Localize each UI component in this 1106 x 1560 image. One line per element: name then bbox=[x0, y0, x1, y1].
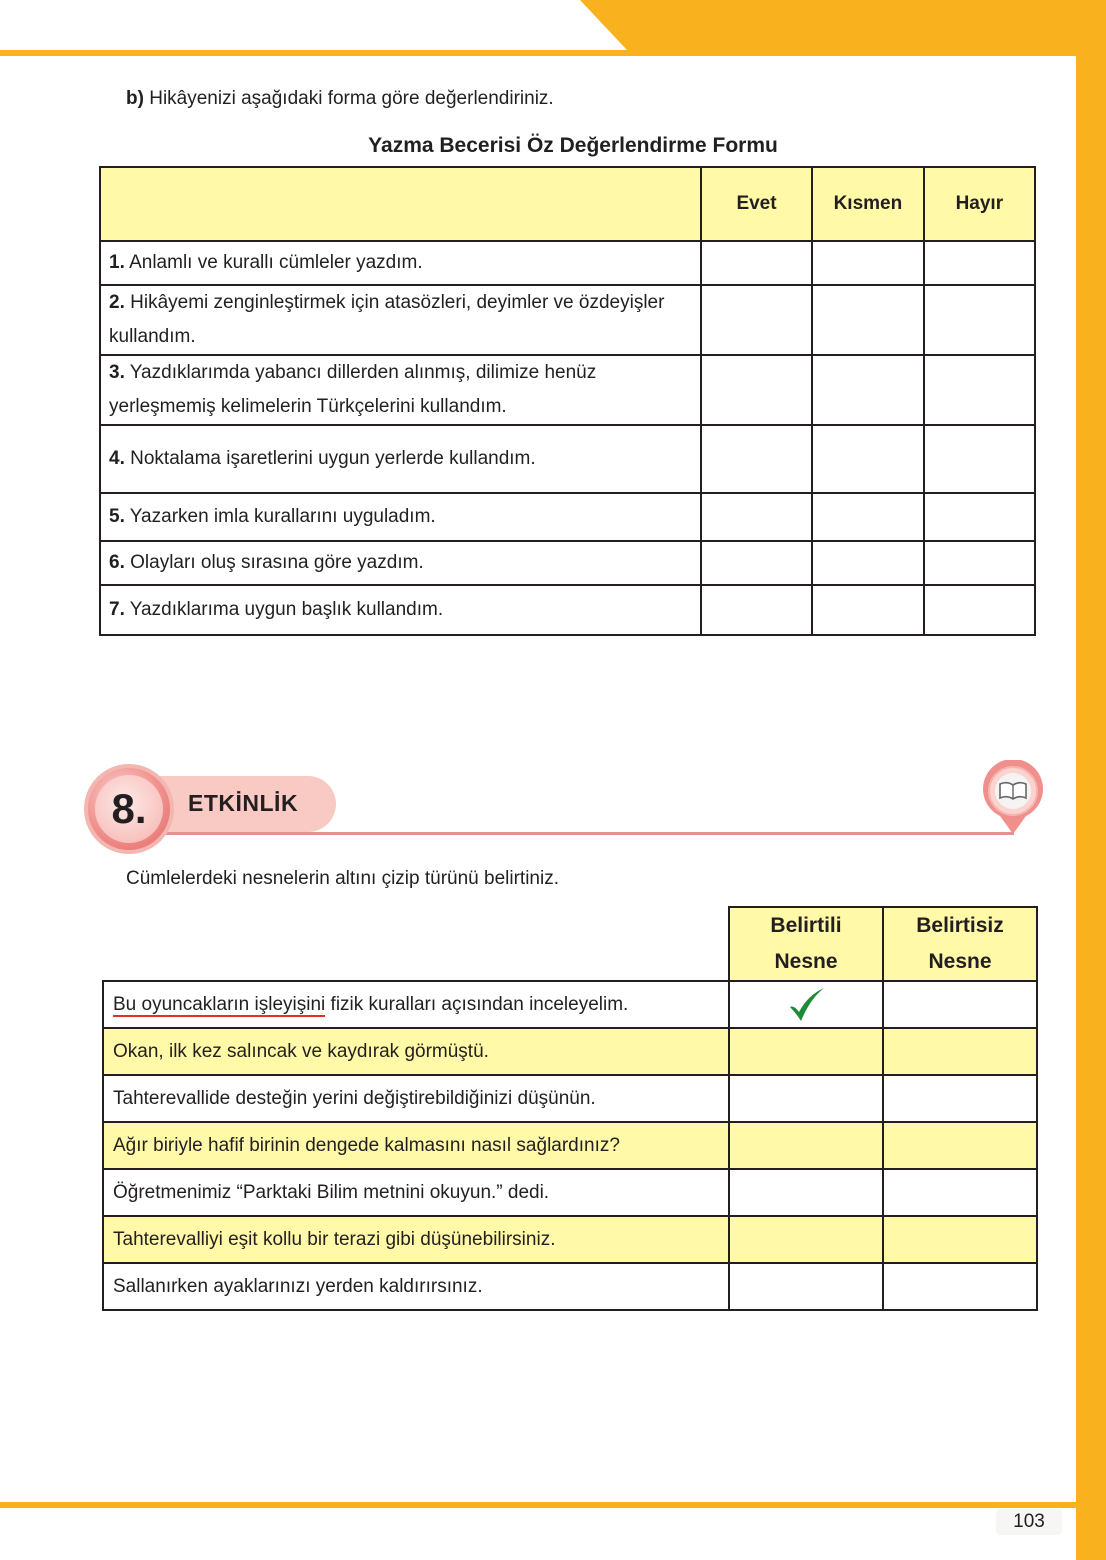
criterion-number: 2. bbox=[109, 292, 125, 313]
underlined-object: Bu oyuncakların işleyişini bbox=[113, 993, 326, 1015]
belirtili-cell[interactable] bbox=[729, 1263, 883, 1310]
criterion-cell bbox=[100, 355, 701, 425]
hayir-cell[interactable] bbox=[924, 355, 1035, 425]
criterion-number: 7. bbox=[109, 599, 125, 620]
self-evaluation-table bbox=[99, 166, 1036, 636]
sentence-cell bbox=[103, 981, 729, 1028]
hayir-cell[interactable] bbox=[924, 285, 1035, 355]
criterion-text: Olayları oluş sırasına göre yazdım. bbox=[130, 552, 424, 573]
activity-underline-rule bbox=[150, 832, 1014, 835]
hayir-cell[interactable] bbox=[924, 493, 1035, 541]
header-belirtisiz-nesne: Belirtisiz Nesne bbox=[883, 907, 1037, 981]
evet-cell[interactable] bbox=[701, 541, 812, 585]
table-row bbox=[100, 241, 1035, 285]
checkmark-icon bbox=[784, 985, 828, 1025]
object-type-table bbox=[102, 906, 1038, 1311]
kismen-cell[interactable] bbox=[812, 585, 924, 635]
table-row bbox=[100, 285, 1035, 355]
criterion-number: 1. bbox=[109, 252, 125, 273]
sentence-cell: Ağır biriyle hafif birinin dengede kalmasını nasıl sağlardınız? bbox=[103, 1122, 729, 1169]
activity-label: ETKİNLİK bbox=[188, 790, 299, 816]
activity-number: 8. bbox=[111, 785, 147, 832]
evet-cell[interactable] bbox=[701, 425, 812, 493]
table-row bbox=[100, 493, 1035, 541]
criterion-text: Yazdıklarıma uygun başlık kullandım. bbox=[129, 599, 444, 620]
page-frame-top-tab bbox=[580, 0, 1106, 56]
belirtili-cell[interactable] bbox=[729, 1122, 883, 1169]
criterion-text: Anlamlı ve kurallı cümleler yazdım. bbox=[129, 252, 423, 273]
form-title: Yazma Becerisi Öz Değerlendirme Formu bbox=[368, 134, 778, 157]
criterion-number: 5. bbox=[109, 506, 125, 527]
table-header-row bbox=[103, 907, 1037, 981]
belirtisiz-cell[interactable] bbox=[883, 1263, 1037, 1310]
belirtili-cell[interactable] bbox=[729, 1028, 883, 1075]
header-hayir: Hayır bbox=[924, 167, 1035, 241]
table-row bbox=[103, 1169, 1037, 1216]
belirtisiz-cell[interactable] bbox=[883, 1075, 1037, 1122]
header-blank-cell bbox=[100, 167, 701, 241]
page-frame-right-bar bbox=[1076, 0, 1106, 1560]
evet-cell[interactable] bbox=[701, 285, 812, 355]
evet-cell[interactable] bbox=[701, 241, 812, 285]
criterion-cell bbox=[100, 493, 701, 541]
belirtisiz-cell[interactable] bbox=[883, 981, 1037, 1028]
criterion-cell bbox=[100, 541, 701, 585]
hayir-cell[interactable] bbox=[924, 541, 1035, 585]
belirtisiz-cell[interactable] bbox=[883, 1122, 1037, 1169]
table-row bbox=[103, 1122, 1037, 1169]
evet-cell[interactable] bbox=[701, 585, 812, 635]
table-row bbox=[100, 355, 1035, 425]
table-row bbox=[100, 425, 1035, 493]
evet-cell[interactable] bbox=[701, 355, 812, 425]
page-frame-bottom-line bbox=[0, 1502, 1106, 1508]
belirtili-cell[interactable] bbox=[729, 1075, 883, 1122]
criterion-number: 3. bbox=[109, 362, 125, 383]
page-number: 103 bbox=[996, 1509, 1062, 1535]
criterion-text: Yazarken imla kurallarını uyguladım. bbox=[129, 506, 436, 527]
sentence-cell: Tahterevalliyi eşit kollu bir terazi gibi düşünebilirsiniz. bbox=[103, 1216, 729, 1263]
criterion-text: Noktalama işaretlerini uygun yerlerde kullandım. bbox=[130, 448, 536, 469]
hayir-cell[interactable] bbox=[924, 425, 1035, 493]
kismen-cell[interactable] bbox=[812, 355, 924, 425]
sentence-cell: Sallanırken ayaklarınızı yerden kaldırırsınız. bbox=[103, 1263, 729, 1310]
belirtili-cell[interactable] bbox=[729, 1216, 883, 1263]
header-kismen: Kısmen bbox=[812, 167, 924, 241]
sentence-cell: Tahterevallide desteğin yerini değiştirebildiğinizi düşünün. bbox=[103, 1075, 729, 1122]
kismen-cell[interactable] bbox=[812, 241, 924, 285]
hayir-cell[interactable] bbox=[924, 241, 1035, 285]
sentence-cell: Okan, ilk kez salıncak ve kaydırak görmüştü. bbox=[103, 1028, 729, 1075]
table-row bbox=[103, 1263, 1037, 1310]
table-row bbox=[103, 1075, 1037, 1122]
section-b-label: b) bbox=[126, 88, 144, 109]
sentence-rest: fizik kuralları açısından inceleyelim. bbox=[325, 993, 629, 1015]
header-belirtili-nesne: Belirtili Nesne bbox=[729, 907, 883, 981]
criterion-cell bbox=[100, 585, 701, 635]
criterion-number: 6. bbox=[109, 552, 125, 573]
table-row bbox=[103, 1028, 1037, 1075]
criterion-text: Hikâyemi zenginleştirmek için atasözleri, deyimler ve özdeyişler kullandım. bbox=[109, 292, 665, 347]
belirtisiz-cell[interactable] bbox=[883, 1216, 1037, 1263]
section-b-text: Hikâyenizi aşağıdaki forma göre değerlendiriniz. bbox=[149, 88, 554, 109]
criterion-number: 4. bbox=[109, 448, 125, 469]
hayir-cell[interactable] bbox=[924, 585, 1035, 635]
evet-cell[interactable] bbox=[701, 493, 812, 541]
criterion-cell bbox=[100, 285, 701, 355]
kismen-cell[interactable] bbox=[812, 493, 924, 541]
section-b-instruction bbox=[126, 88, 554, 110]
table-row bbox=[103, 1216, 1037, 1263]
book-icon bbox=[978, 760, 1048, 836]
belirtisiz-cell[interactable] bbox=[883, 1169, 1037, 1216]
criterion-cell bbox=[100, 241, 701, 285]
table-header-row bbox=[100, 167, 1035, 241]
kismen-cell[interactable] bbox=[812, 541, 924, 585]
belirtili-cell[interactable] bbox=[729, 981, 883, 1028]
table-row bbox=[100, 585, 1035, 635]
page-frame-top-line bbox=[0, 50, 640, 56]
table-row-example bbox=[103, 981, 1037, 1028]
activity-instruction: Cümlelerdeki nesnelerin altını çizip türünü belirtiniz. bbox=[126, 868, 559, 889]
header-blank-cell bbox=[103, 907, 729, 981]
header-evet: Evet bbox=[701, 167, 812, 241]
belirtili-cell[interactable] bbox=[729, 1169, 883, 1216]
table-row bbox=[100, 541, 1035, 585]
criterion-text: Yazdıklarımda yabancı dillerden alınmış, dilimize henüz yerleşmemiş kelimelerin Türkçelerini kullandım. bbox=[109, 362, 597, 417]
belirtisiz-cell[interactable] bbox=[883, 1028, 1037, 1075]
kismen-cell[interactable] bbox=[812, 285, 924, 355]
sentence-cell: Öğretmenimiz “Parktaki Bilim metnini okuyun.” dedi. bbox=[103, 1169, 729, 1216]
kismen-cell[interactable] bbox=[812, 425, 924, 493]
criterion-cell bbox=[100, 425, 701, 493]
